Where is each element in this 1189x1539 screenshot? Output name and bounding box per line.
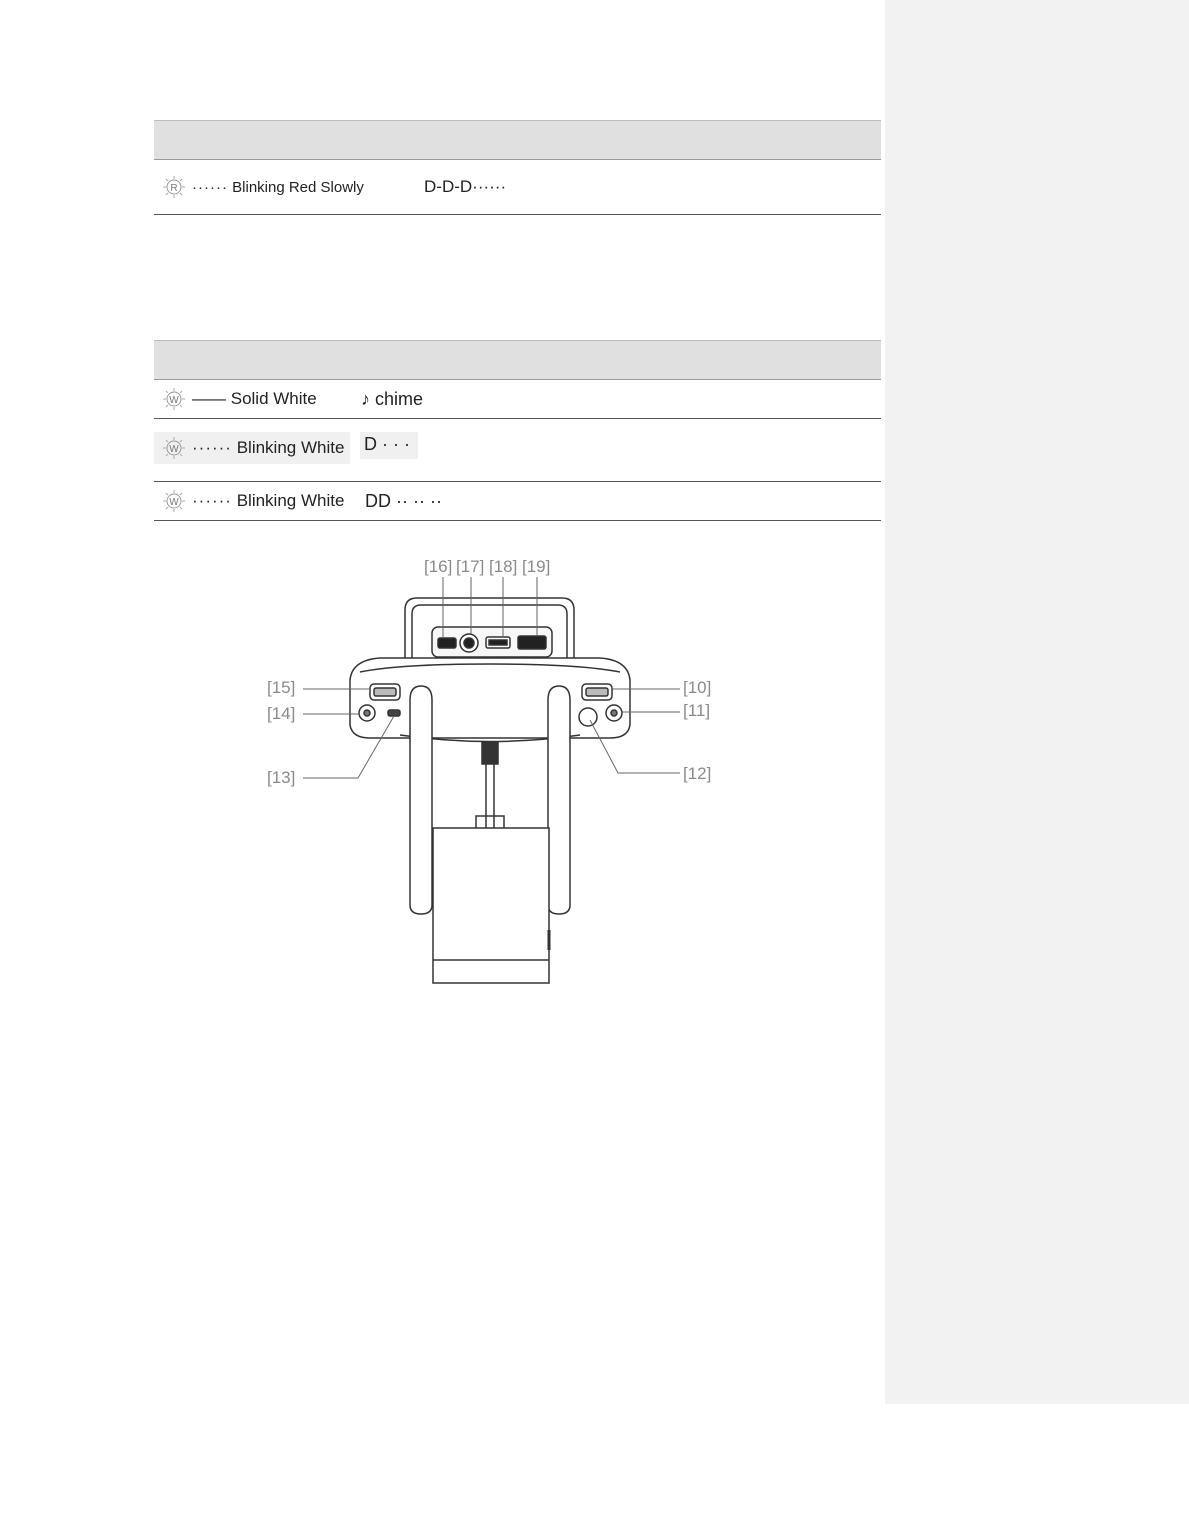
sound-pattern: ♪ chime <box>361 388 424 409</box>
callout-14: [14] <box>267 704 296 723</box>
sound-pattern: DD ·· ·· ·· <box>365 490 442 511</box>
svg-text:W: W <box>169 444 179 455</box>
callout-10: [10] <box>683 678 712 697</box>
callout-17: [17] <box>456 557 485 576</box>
led-pattern-label: ······ Blinking Red Slowly <box>192 178 364 196</box>
callout-16: [16] <box>424 557 453 576</box>
table-row <box>154 419 881 482</box>
port-13 <box>388 710 400 716</box>
led-pattern-label: ······ Blinking White <box>192 491 345 510</box>
callout-12: [12] <box>683 764 712 783</box>
table-header <box>154 340 881 380</box>
cable-connector <box>482 742 498 764</box>
port-16 <box>438 638 456 648</box>
table-row <box>154 482 881 521</box>
sound-pattern: D-D-D······ <box>424 177 507 196</box>
callout-19: [19] <box>522 557 551 576</box>
callout-11: [11] <box>683 701 711 720</box>
led-status-table-1 <box>154 120 881 215</box>
highlighted-led-cell <box>154 432 350 464</box>
table-row <box>154 380 881 419</box>
callout-15: [15] <box>267 678 296 697</box>
svg-text:R: R <box>170 183 178 194</box>
led-pattern-label: —— Solid White <box>192 389 317 408</box>
sound-pattern: D · · · <box>360 432 418 459</box>
led-indicator-icon <box>162 436 186 460</box>
remote-controller-diagram <box>260 550 730 990</box>
table-row <box>154 160 881 215</box>
right-antenna <box>548 686 570 914</box>
table-header <box>154 120 881 160</box>
led-status-table-2 <box>154 340 881 521</box>
button-12 <box>579 708 597 726</box>
led-indicator-icon <box>162 489 186 513</box>
led-indicator-icon <box>162 175 186 199</box>
led-indicator-icon <box>162 387 186 411</box>
comment-sidebar <box>885 0 1189 1404</box>
left-antenna <box>410 686 432 914</box>
port-19 <box>518 636 546 649</box>
svg-text:W: W <box>169 395 179 406</box>
callout-18: [18] <box>489 557 518 576</box>
callout-13: [13] <box>267 768 296 787</box>
led-pattern-label: ······ Blinking White <box>192 438 345 457</box>
svg-text:W: W <box>169 497 179 508</box>
